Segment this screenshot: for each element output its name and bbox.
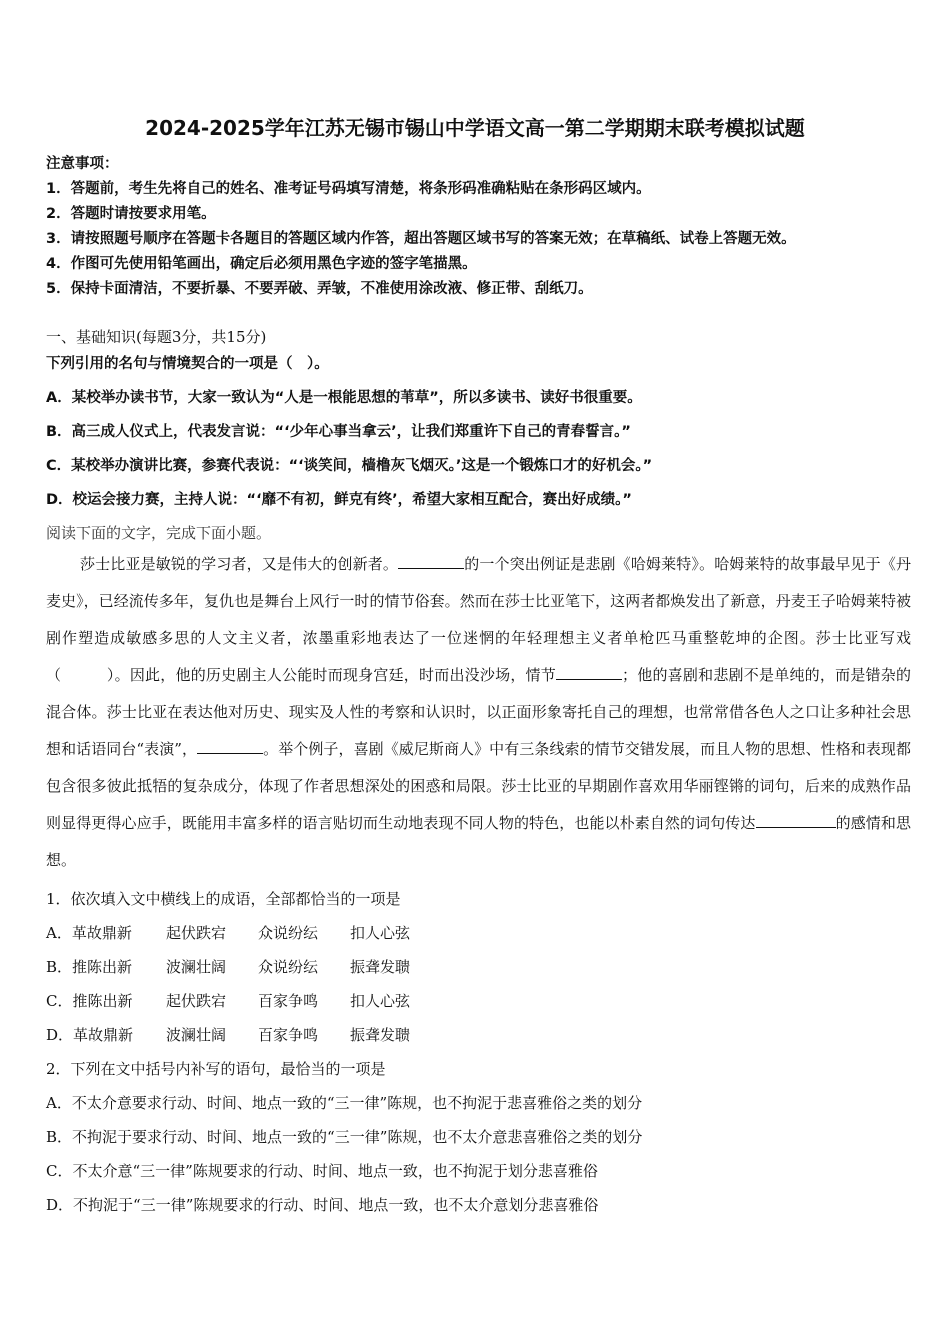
option-b: B．高三成人仪式上，代表发言说：“‘少年心事当拿云’，让我们郑重许下自己的青春誓言。” bbox=[46, 424, 631, 440]
blank-1 bbox=[398, 554, 464, 569]
q1-option-b: B．推陈出新 波澜壮阔 众说纷纭 振聋发聩 bbox=[46, 958, 411, 976]
question-stem: 下列引用的名句与情境契合的一项是（ ）。 bbox=[46, 356, 329, 372]
notice-item: 5．保持卡面清洁，不要折暴、不要弄破、弄皱，不准使用涂改液、修正带、刮纸刀。 bbox=[46, 281, 593, 297]
q1-option-d: D．革故鼎新 波澜壮阔 百家争鸣 振聋发聩 bbox=[46, 1026, 411, 1044]
q2-option-a: A．不太介意要求行动、时间、地点一致的“三一律”陈规，也不拘泥于悲喜雅俗之类的划分 bbox=[46, 1094, 643, 1112]
q1-option-c: C．推陈出新 起伏跌宕 百家争鸣 扣人心弦 bbox=[46, 992, 411, 1010]
blank-4 bbox=[756, 813, 836, 828]
blank-2 bbox=[556, 665, 622, 680]
passage-paragraph: 莎士比亚是敏锐的学习者，又是伟大的创新者。 的一个突出例证是悲剧《哈姆莱特》。哈姆莱特的故事最早见于《丹麦史》，已经流传多年，复仇也是舞台上风行一时的情节俗套。然而在莎士比亚笔下，这两者都焕发出了新意，丹麦王子哈姆莱特被剧作塑造成敏感多思的人文主义者，浓墨重彩地表达了一位迷惘的年轻理想主义者单枪匹马重整乾坤的企图。莎士比亚写戏（ ）。因此，他的历史剧主人公能时而现身宫廷，时而出没沙场，情节 ；他的喜剧和悲剧不是单纯的，而是错杂的混合体。莎士比亚在表达他对历史、现实及人性的考察和认识时，以正面形象寄托自己的理想，也常常借各色人之口让多种社会思想和话语同台“表演”， 。举个例子，喜剧《威尼斯商人》中有三条线索的情节交错发展，而且人物的思想、性格和表现都包含很多彼此抵牾的复杂成分，体现了作者思想深处的困惑和局限。莎士比亚的早期剧作喜欢用华丽铿锵的词句，后来的成熟作品则显得更得心应手，既能用丰富多样的语言贴切而生动地表现不同人物的特色，也能以朴素自然的词句传达 的感情和思想。 bbox=[46, 555, 911, 869]
option-a: A．某校举办读书节，大家一致认为“人是一根能思想的苇草”，所以多读书、读好书很重要。 bbox=[46, 390, 642, 406]
notice-item: 4．作图可先使用铅笔画出，确定后必须用黑色字迹的签字笔描黑。 bbox=[46, 256, 477, 272]
q1-stem: 1．依次填入文中横线上的成语，全部都恰当的一项是 bbox=[46, 890, 401, 908]
q2-option-c: C．不太介意“三一律”陈规要求的行动、时间、地点一致，也不拘泥于划分悲喜雅俗 bbox=[46, 1162, 598, 1180]
option-c: C．某校举办演讲比赛，参赛代表说：“‘谈笑间，樯橹灰飞烟灭。’这是一个锻炼口才的好机会。” bbox=[46, 458, 653, 474]
section-heading: 一、基础知识(每题3分，共15分) bbox=[46, 328, 267, 346]
notice-heading: 注意事项： bbox=[46, 156, 119, 172]
q2-option-b: B．不拘泥于要求行动、时间、地点一致的“三一律”陈规，也不太介意悲喜雅俗之类的划分 bbox=[46, 1128, 643, 1146]
notice-item: 1．答题前，考生先将自己的姓名、准考证号码填写清楚，将条形码准确粘贴在条形码区域内。 bbox=[46, 181, 651, 197]
notice-item: 3．请按照题号顺序在答题卡各题目的答题区域内作答，超出答题区域书写的答案无效；在草稿纸、试卷上答题无效。 bbox=[46, 231, 796, 247]
option-d: D．校运会接力赛，主持人说：“‘靡不有初，鲜克有终’，希望大家相互配合，赛出好成绩。” bbox=[46, 492, 632, 508]
q2-stem: 2．下列在文中括号内补写的语句，最恰当的一项是 bbox=[46, 1060, 386, 1078]
q2-option-d: D．不拘泥于“三一律”陈规要求的行动、时间、地点一致，也不太介意划分悲喜雅俗 bbox=[46, 1196, 599, 1214]
blank-3 bbox=[197, 739, 263, 754]
reading-instruction: 阅读下面的文字，完成下面小题。 bbox=[46, 524, 272, 542]
notice-item: 2．答题时请按要求用笔。 bbox=[46, 206, 216, 222]
reading-passage bbox=[46, 546, 911, 879]
q1-option-a: A．革故鼎新 起伏跌宕 众说纷纭 扣人心弦 bbox=[46, 924, 411, 942]
exam-title: 2024-2025学年江苏无锡市锡山中学语文高一第二学期期末联考模拟试题 bbox=[145, 116, 805, 140]
